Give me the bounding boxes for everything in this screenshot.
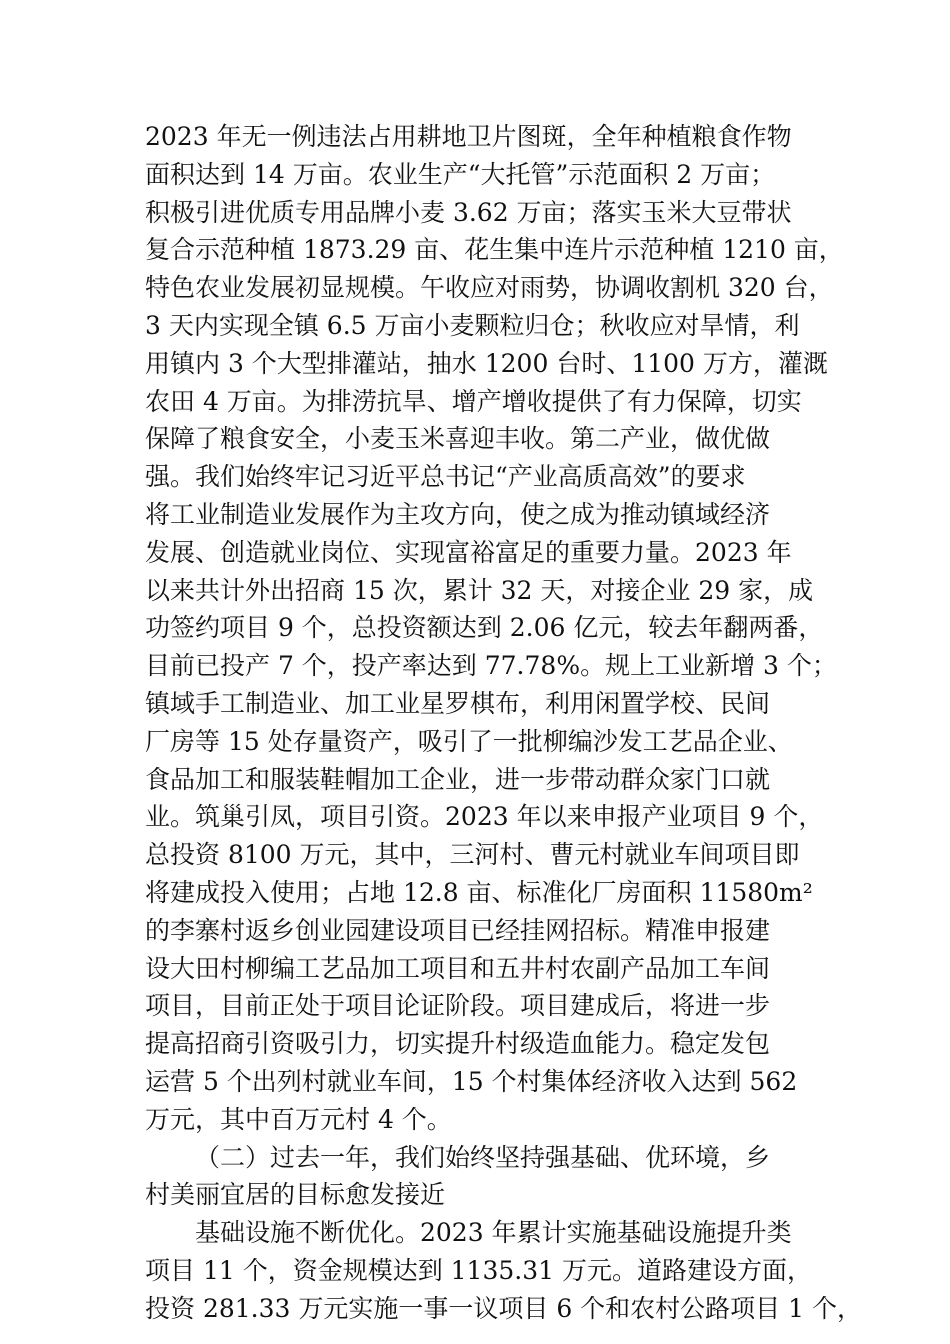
text-line: 积极引进优质专用品牌小麦 3.62 万亩；落实玉米大豆带状 [145, 197, 792, 227]
text-line: 项目，目前正处于项目论证阶段。项目建成后，将进一步 [145, 991, 771, 1021]
section-heading-line: 村美丽宜居的目标愈发接近 [145, 1180, 446, 1210]
text-line: 的李寨村返乡创业园建设项目已经挂网招标。精准申报建 [145, 915, 771, 945]
text-line: 运营 5 个出列村就业车间，15 个村集体经济收入达到 562 [145, 1066, 798, 1096]
text-line: 农田 4 万亩。为排涝抗旱、增产增收提供了有力保障，切实 [145, 386, 802, 416]
body-text [145, 118, 862, 1328]
text-line: 3 天内实现全镇 6.5 万亩小麦颗粒归仓；秋收应对旱情，利 [145, 310, 800, 340]
text-line: 特色农业发展初显规模。午收应对雨势，协调收割机 320 台， [145, 273, 834, 303]
text-line: 提高招商引资吸引力，切实提升村级造血能力。稳定发包 [145, 1029, 771, 1059]
text-line: 设大田村柳编工艺品加工项目和五井村农副产品加工车间 [145, 953, 771, 983]
text-line: 项目 11 个，资金规模达到 1135.31 万元。道路建设方面， [145, 1255, 812, 1285]
text-line: 将建成投入使用；占地 12.8 亩、标准化厂房面积 11580m² [145, 877, 813, 907]
text-line: 2023 年无一例违法占用耕地卫片图斑，全年种植粮食作物 [145, 122, 792, 151]
text-line: 厂房等 15 处存量资产，吸引了一批柳编沙发工艺品企业、 [145, 726, 793, 756]
text-line: 食品加工和服装鞋帽加工企业，进一步带动群众家门口就 [145, 764, 771, 794]
text-line: 业。筑巢引凤，项目引资。2023 年以来申报产业项目 9 个， [145, 802, 824, 832]
text-line: 将工业制造业发展作为主攻方向，使之成为推动镇域经济 [145, 499, 771, 529]
text-line: 复合示范种植 1873.29 亩、花生集中连片示范种植 1210 亩， [145, 235, 844, 265]
text-line: 功签约项目 9 个，总投资额达到 2.06 亿元，较去年翻两番， [145, 613, 824, 643]
text-line: 镇域手工制造业、加工业星罗棋布，利用闲置学校、民间 [145, 688, 771, 718]
text-line: 强。我们始终牢记习近平总书记“产业高质高效”的要求 [145, 462, 746, 492]
text-line: 以来共计外出招商 15 次，累计 32 天，对接企业 29 家，成 [145, 575, 814, 605]
text-line: 总投资 8100 万元，其中，三河村、曹元村就业车间项目即 [145, 840, 800, 870]
text-line: 保障了粮食安全，小麦玉米喜迎丰收。第二产业，做优做 [145, 424, 771, 454]
text-line: 基础设施不断优化。2023 年累计实施基础设施提升类 [195, 1218, 792, 1248]
section-heading-line: （二）过去一年，我们始终坚持强基础、优环境，乡 [195, 1142, 771, 1172]
text-line: 面积达到 14 万亩。农业生产“大托管”示范面积 2 万亩； [145, 159, 776, 189]
text-line: 目前已投产 7 个，投产率达到 77.78%。规上工业新增 3 个； [145, 651, 837, 681]
text-line: 万元，其中百万元村 4 个。 [145, 1104, 452, 1134]
text-line: 用镇内 3 个大型排灌站，抽水 1200 台时、1100 万方，灌溉 [145, 348, 828, 378]
text-line: 投资 281.33 万元实施一事一议项目 6 个和农村公路项目 1 个， [145, 1293, 862, 1323]
text-line: 发展、创造就业岗位、实现富裕富足的重要力量。2023 年 [145, 537, 792, 567]
